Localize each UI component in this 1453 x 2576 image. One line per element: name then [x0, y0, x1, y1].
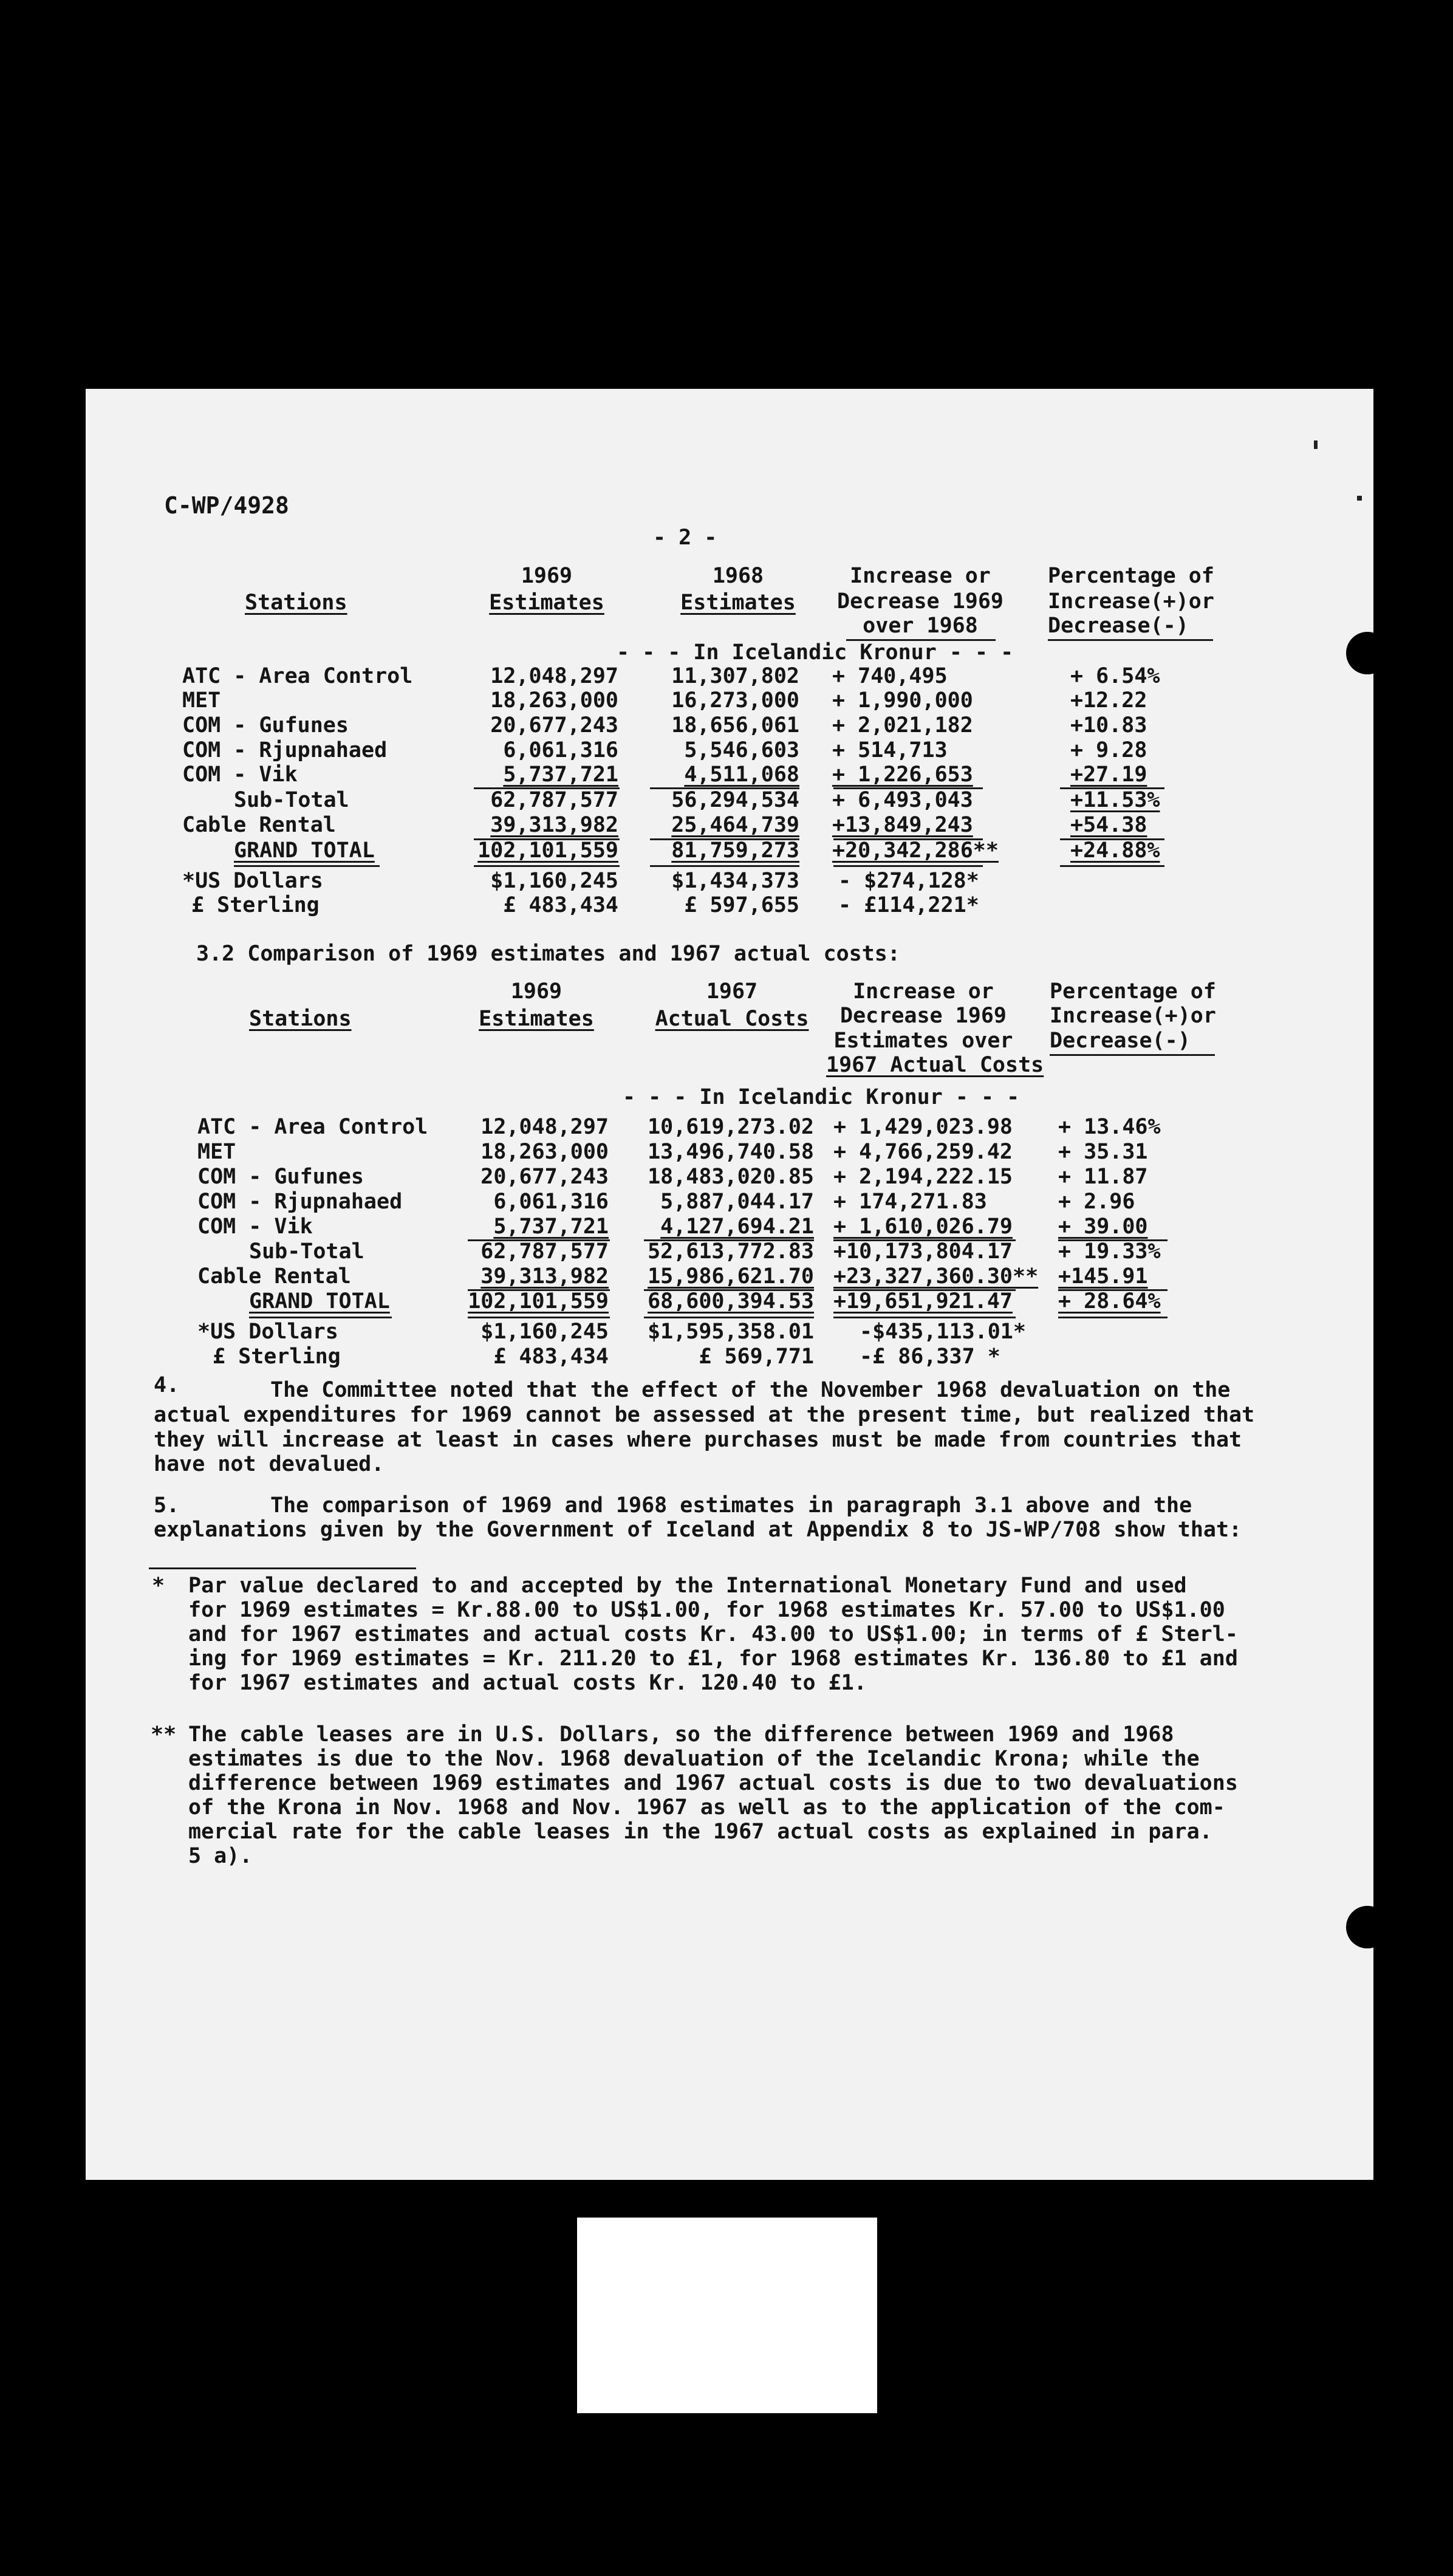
footnote-2-line: estimates is due to the Nov. 1968 devaluation of the Icelandic Krona; while the: [188, 1747, 1200, 1771]
footnote-2-line: difference between 1969 estimates and 1967 actual costs is due to two devaluations: [188, 1771, 1238, 1795]
table-cell: 25,464,739: [671, 813, 799, 837]
paragraph-5-line: The comparison of 1969 and 1968 estimates in paragraph 3.1 above and the: [270, 1493, 1192, 1518]
table-cell: $1,160,245: [480, 1320, 609, 1344]
table-cell: +27.19: [1070, 762, 1147, 787]
table-cell: + 2.96: [1058, 1190, 1135, 1214]
table-cell: +13,849,243: [832, 813, 973, 837]
table-cell: +24.88%: [1070, 838, 1160, 863]
table-row-station: COM - Vik: [182, 762, 298, 787]
table-cell: +10,173,804.17: [833, 1239, 1013, 1264]
table-cell: $1,434,373: [671, 869, 799, 893]
table2-header-col3-line2: Decrease 1969: [840, 1004, 1007, 1028]
table-cell: 102,101,559: [468, 1289, 609, 1314]
table-cell: + 6.54%: [1070, 664, 1160, 688]
table-cell: 5,737,721: [503, 762, 618, 787]
table-cell: 102,101,559: [477, 838, 618, 863]
table-cell: 20,677,243: [480, 1165, 609, 1189]
table-row-station: COM - Gufunes: [197, 1165, 364, 1189]
table-cell: 20,677,243: [490, 713, 618, 738]
table-cell: + 174,271.83: [833, 1190, 987, 1214]
table-cell: - $274,128*: [838, 869, 979, 893]
table2-double-rule: [468, 1317, 610, 1318]
table-cell: 5,887,044.17: [660, 1190, 814, 1214]
table-cell: + 4,766,259.42: [833, 1140, 1013, 1164]
table-cell: +19,651,921.47: [833, 1289, 1013, 1314]
table-cell: + 13.46%: [1058, 1115, 1161, 1139]
table-cell: 10,619,273.02: [648, 1115, 814, 1139]
table-row-station: COM - Rjupnahaed: [182, 738, 388, 762]
footnote-1-line: for 1969 estimates = Kr.88.00 to US$1.00, for 1968 estimates Kr. 57.00 to US$1.00: [188, 1598, 1225, 1622]
table-cell: + 2,021,182: [832, 713, 973, 738]
table1-double-rule: [1060, 865, 1164, 867]
table1-header-col4-line1: Percentage of: [1048, 564, 1214, 588]
paragraph-4-line: have not devalued.: [154, 1452, 385, 1476]
table-cell: 15,986,621.70: [648, 1264, 814, 1289]
table2-header-col4-line2: Increase(+)or: [1050, 1004, 1216, 1028]
table-cell: + 514,713: [832, 738, 948, 762]
footnote-2-line: mercial rate for the cable leases in the 1967 actual costs as explained in para.: [188, 1820, 1212, 1844]
table-row-station: *US Dollars: [182, 869, 323, 893]
footnote-2-line: The cable leases are in U.S. Dollars, so the difference between 1969 and 1968: [188, 1722, 1174, 1747]
punch-hole-top: [1346, 632, 1389, 674]
table-cell: 6,061,316: [493, 1190, 609, 1214]
table2-header-col1-line1: 1969: [510, 979, 562, 1004]
table-row-station: COM - Vik: [197, 1214, 313, 1239]
table-cell: 56,294,534: [671, 788, 799, 812]
table2-header-rule: [1050, 1054, 1215, 1056]
table-cell: -$435,113.01*: [860, 1320, 1026, 1344]
footnote-2-line: 5 a).: [188, 1844, 253, 1868]
table-cell: +12.22: [1070, 688, 1147, 713]
table2-header-col2-line2: Actual Costs: [655, 1007, 809, 1031]
table2-double-rule: [1058, 1317, 1168, 1318]
table2-double-rule: [644, 1317, 814, 1318]
table-cell: £ 597,655: [684, 893, 799, 917]
table-cell: +145.91: [1058, 1264, 1148, 1289]
paragraph-4-line: The Committee noted that the effect of the November 1968 devaluation on the: [270, 1378, 1231, 1402]
table2-header-col4-line3: Decrease(-): [1050, 1029, 1191, 1053]
table-cell: +10.83: [1070, 713, 1147, 738]
table-cell: 62,787,577: [490, 788, 618, 812]
table-cell: 12,048,297: [480, 1115, 609, 1139]
footnote-1-line: for 1967 estimates and actual costs Kr. 120.40 to £1.: [188, 1671, 867, 1695]
table-cell: + 1,429,023.98: [833, 1115, 1013, 1139]
footnote-separator: [149, 1567, 416, 1569]
table1-double-rule: [833, 865, 983, 867]
page-number: - 2 -: [653, 526, 717, 550]
table-cell: £ 569,771: [699, 1345, 814, 1369]
table-cell: 11,307,802: [671, 664, 799, 688]
table-row-station: ATC - Area Control: [197, 1115, 428, 1139]
scan-mark: [1357, 496, 1362, 501]
table-cell: -£ 86,337 *: [860, 1345, 1000, 1369]
table-row-station: GRAND TOTAL: [249, 1289, 390, 1314]
table-row-station: £ Sterling: [213, 1345, 341, 1369]
table2-header-col1-line2: Estimates: [479, 1007, 594, 1031]
table1-header-col2-line1: 1968: [712, 564, 764, 588]
table-cell: 39,313,982: [480, 1264, 609, 1289]
table2-double-rule: [833, 1317, 1016, 1318]
table-cell: 12,048,297: [490, 664, 618, 688]
table2-double-rule: [249, 1317, 392, 1318]
table-row-station: MET: [182, 688, 221, 713]
table-cell: +23,327,360.30**: [833, 1264, 1039, 1289]
table-cell: + 740,495: [832, 664, 948, 688]
punch-hole-bottom: [1346, 1906, 1389, 1948]
table-cell: + 2,194,222.15: [833, 1165, 1013, 1189]
table-cell: 18,483,020.85: [648, 1165, 814, 1189]
table-cell: 52,613,772.83: [648, 1239, 814, 1264]
paragraph-4-number: 4.: [154, 1373, 180, 1397]
table1-header-col2-line2: Estimates: [680, 591, 796, 615]
scan-mark: [1314, 440, 1318, 449]
table-cell: +11.53%: [1070, 788, 1160, 812]
table-cell: 6,061,316: [503, 738, 618, 762]
blank-label-card: [577, 2218, 877, 2413]
paragraph-4-line: actual expenditures for 1969 cannot be assessed at the present time, but realized that: [154, 1403, 1255, 1427]
table-cell: + 39.00: [1058, 1214, 1148, 1239]
table-cell: 13,496,740.58: [648, 1140, 814, 1164]
footnote-1-line: and for 1967 estimates and actual costs Kr. 43.00 to US$1.00; in terms of £ Sterl-: [188, 1622, 1238, 1646]
paragraph-5-line: explanations given by the Government of Iceland at Appendix 8 to JS-WP/708 show that:: [154, 1518, 1242, 1542]
table-cell: +20,342,286**: [832, 838, 999, 863]
table1-header-col3-line2: Decrease 1969: [837, 589, 1003, 614]
table-cell: + 1,990,000: [832, 688, 973, 713]
table-cell: 4,127,694.21: [660, 1214, 814, 1239]
footnote-2-line: of the Krona in Nov. 1968 and Nov. 1967 as well as to the application of the com-: [188, 1795, 1225, 1820]
table-cell: + 11.87: [1058, 1165, 1148, 1189]
table-row-station: *US Dollars: [197, 1320, 338, 1344]
table-cell: 5,737,721: [493, 1214, 609, 1239]
footnote-1-line: Par value declared to and accepted by the International Monetary Fund and used: [188, 1574, 1187, 1598]
table-row-station: GRAND TOTAL: [234, 838, 375, 863]
table-cell: + 19.33%: [1058, 1239, 1161, 1264]
document-reference: C-WP/4928: [164, 492, 289, 519]
footnote-1-line: ing for 1969 estimates = Kr. 211.20 to £1, for 1968 estimates Kr. 136.80 to £1 and: [188, 1646, 1238, 1671]
footnote-2-marker: **: [151, 1722, 177, 1747]
table-cell: +54.38: [1070, 813, 1147, 837]
table-cell: + 35.31: [1058, 1140, 1148, 1164]
table1-double-rule: [474, 865, 620, 867]
table2-header-col3-line1: Increase or: [853, 979, 994, 1004]
table-cell: 16,273,000: [671, 688, 799, 713]
table-cell: - £114,221*: [838, 893, 979, 917]
table2-currency-note: - - - In Icelandic Kronur - - -: [623, 1085, 1020, 1109]
paragraph-5-number: 5.: [154, 1493, 180, 1518]
table1-header-col4-line3: Decrease(-): [1048, 614, 1189, 638]
table-cell: 62,787,577: [480, 1239, 609, 1264]
table1-header-stations: Stations: [245, 591, 347, 615]
table-cell: + 6,493,043: [832, 788, 973, 812]
paragraph-4-line: they will increase at least in cases where purchases must be made from countries that: [154, 1428, 1242, 1452]
table-cell: + 1,226,653: [832, 762, 973, 787]
table1-header-rule: [1048, 639, 1213, 641]
section-3-2-heading: 3.2 Comparison of 1969 estimates and 1967 actual costs:: [196, 942, 900, 966]
table-cell: 4,511,068: [684, 762, 799, 787]
table1-header-col3-line3: over 1968: [863, 614, 978, 638]
table-row-station: COM - Gufunes: [182, 713, 349, 738]
table1-double-rule: [234, 865, 380, 867]
table1-header-col1-line1: 1969: [521, 564, 573, 588]
table-cell: £ 483,434: [493, 1345, 609, 1369]
table-row-station: Sub-Total: [249, 1239, 364, 1264]
table-row-station: COM - Rjupnahaed: [197, 1190, 403, 1214]
table-cell: 81,759,273: [671, 838, 799, 863]
table1-header-col4-line2: Increase(+)or: [1048, 589, 1214, 614]
table1-currency-note: - - - In Icelandic Kronur - - -: [617, 640, 1014, 665]
table-cell: 18,263,000: [480, 1140, 609, 1164]
table-cell: 5,546,603: [684, 738, 799, 762]
footnote-1-marker: *: [152, 1574, 165, 1598]
table-cell: + 28.64%: [1058, 1289, 1161, 1314]
table2-header-col4-line1: Percentage of: [1050, 979, 1216, 1004]
table-cell: £ 483,434: [503, 893, 618, 917]
table2-header-col3-line3: Estimates over: [833, 1029, 1013, 1053]
table2-header-col2-line1: 1967: [706, 979, 758, 1004]
table-cell: 18,656,061: [671, 713, 799, 738]
table-cell: 39,313,982: [490, 813, 618, 837]
table-cell: + 1,610,026.79: [833, 1214, 1013, 1239]
table1-header-col1-line2: Estimates: [489, 591, 604, 615]
table2-header-col3-line4: 1967 Actual Costs: [826, 1053, 1044, 1077]
table1-double-rule: [650, 865, 799, 867]
table-row-station: Cable Rental: [182, 813, 336, 837]
table-cell: 68,600,394.53: [648, 1289, 814, 1314]
table1-header-col3-line1: Increase or: [850, 564, 991, 588]
table-cell: + 9.28: [1070, 738, 1147, 762]
table-row-station: Sub-Total: [234, 788, 349, 812]
table-row-station: £ Sterling: [191, 893, 320, 917]
table-row-station: MET: [197, 1140, 236, 1164]
table-row-station: Cable Rental: [197, 1264, 351, 1289]
table-cell: $1,595,358.01: [648, 1320, 814, 1344]
table-cell: 18,263,000: [490, 688, 618, 713]
table-cell: $1,160,245: [490, 869, 618, 893]
table2-header-stations: Stations: [249, 1007, 352, 1031]
table-row-station: ATC - Area Control: [182, 664, 413, 688]
